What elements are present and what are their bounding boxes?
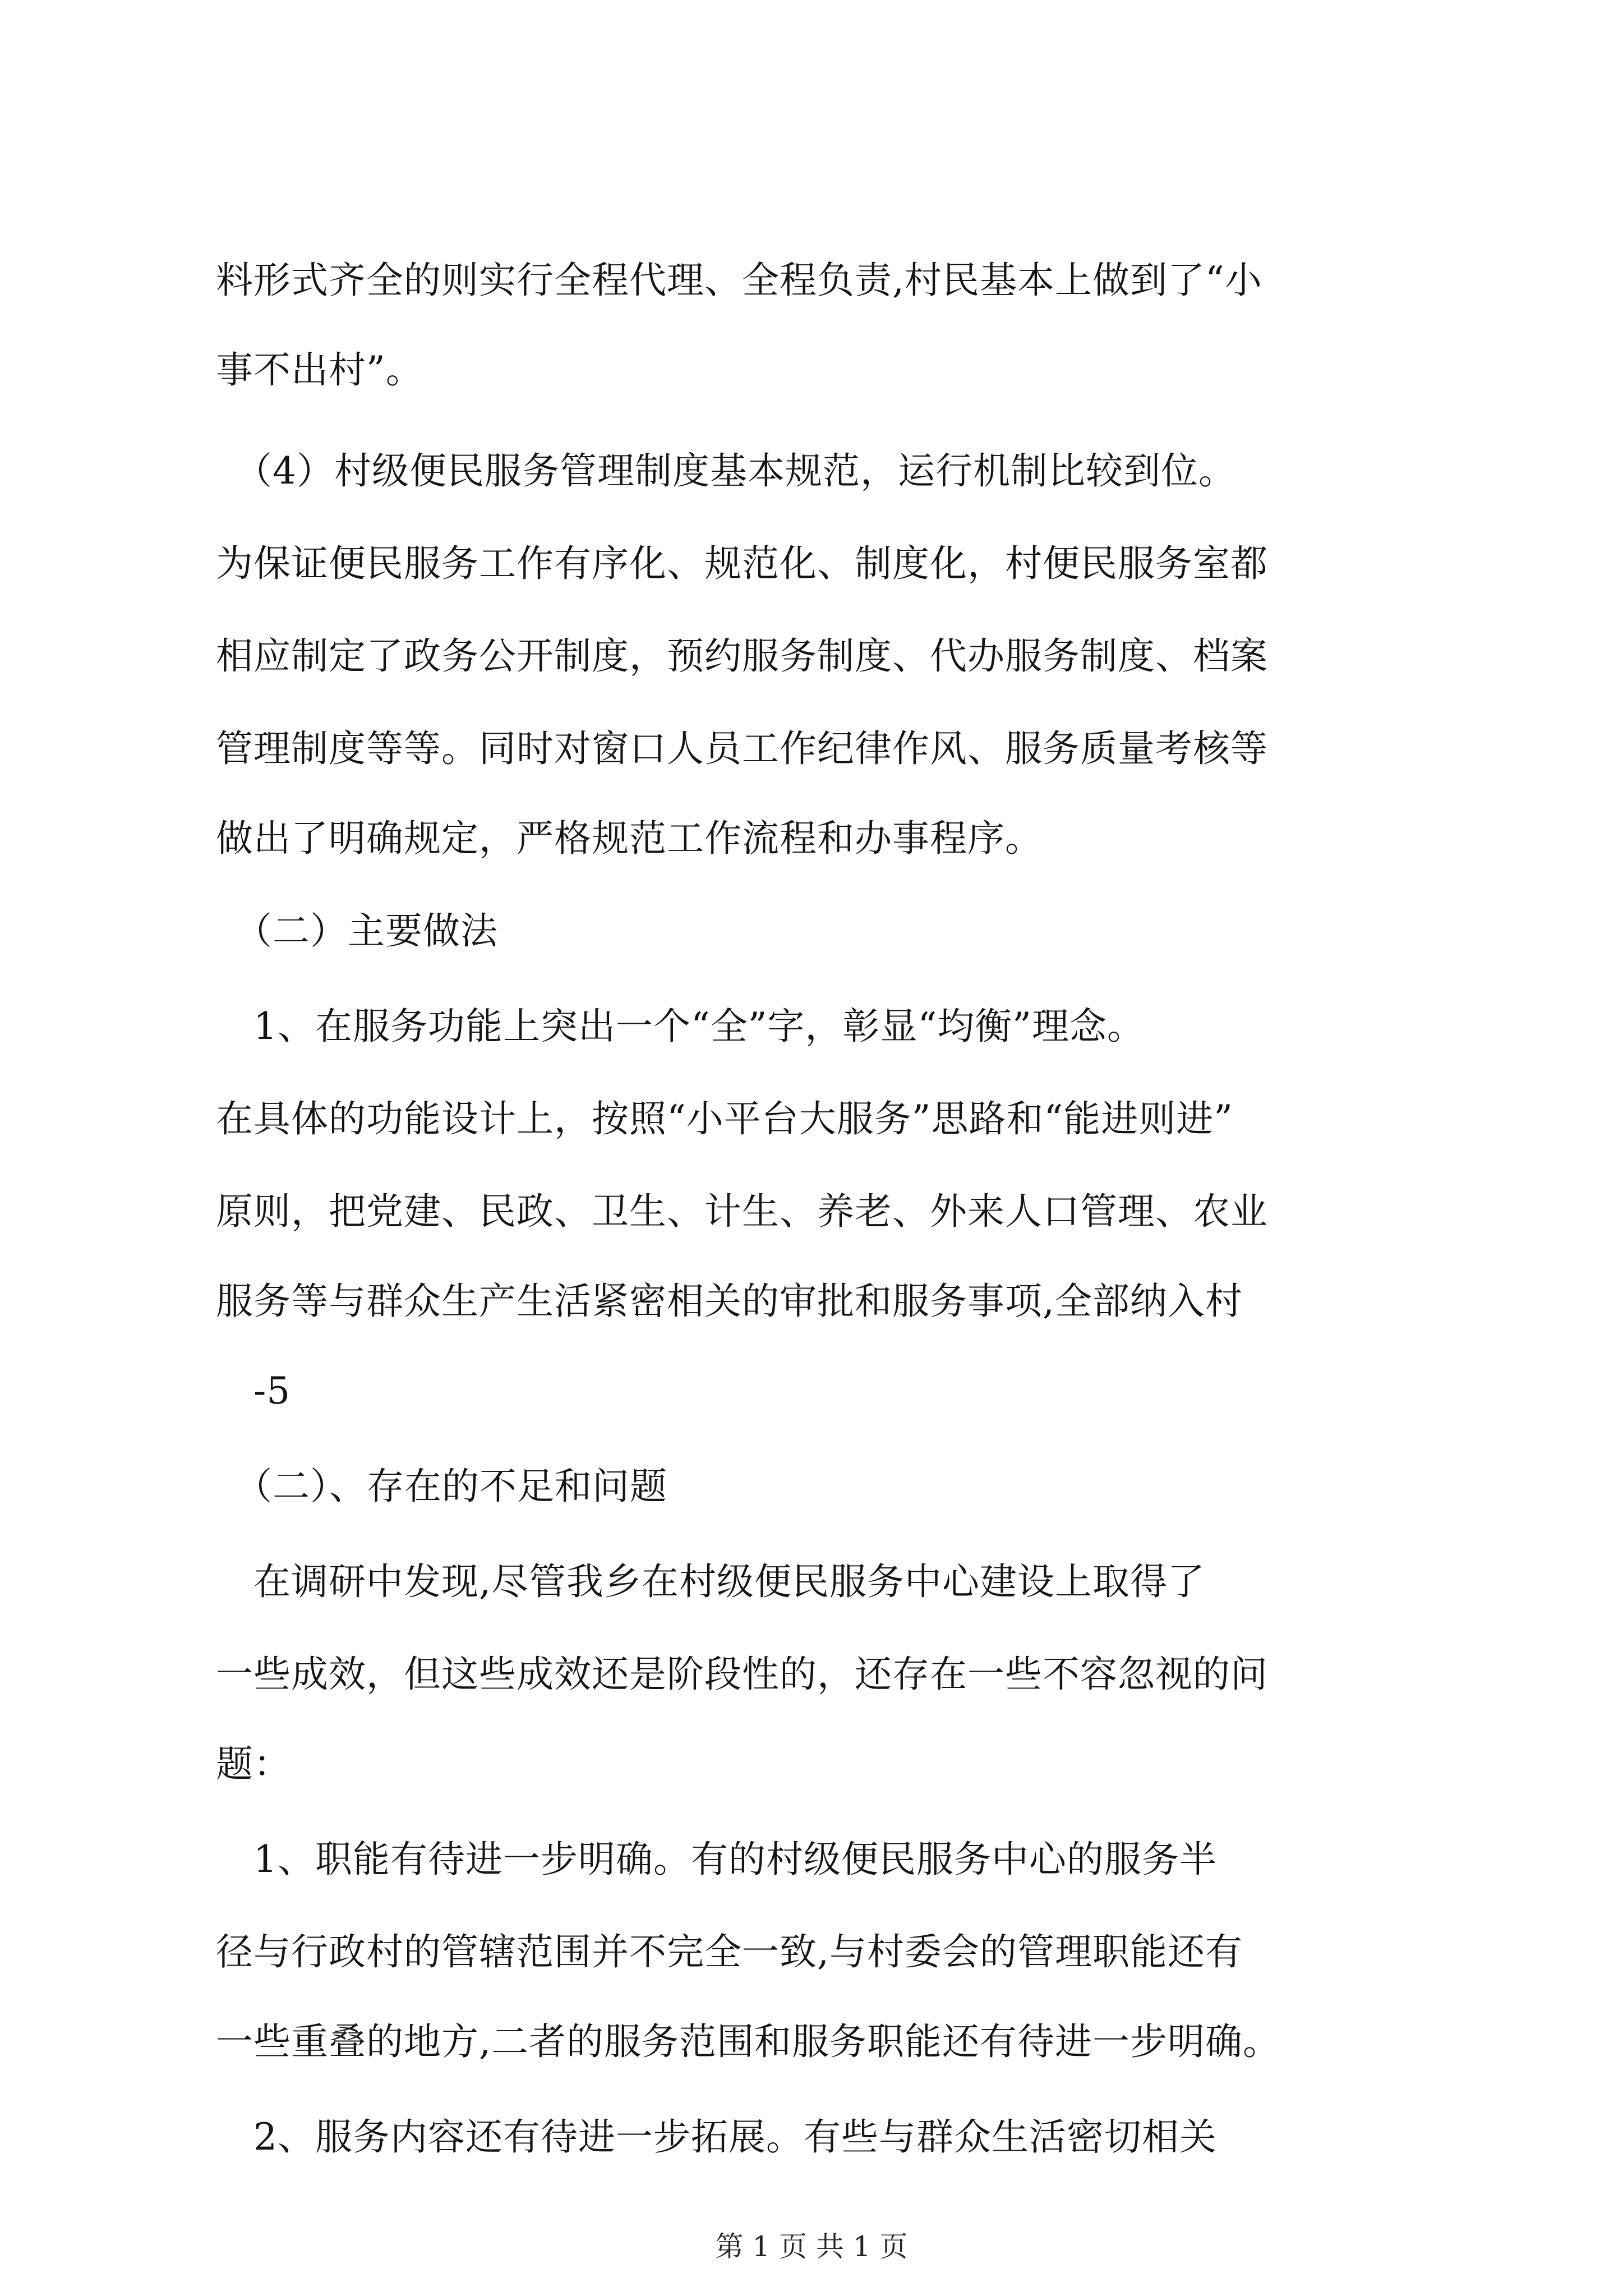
text-line: 2、服务内容还有待进一步拓展。有些与群众生活密切相关 xyxy=(216,2115,1217,2159)
text-line: 服务等与群众生产生活紧密相关的审批和服务事项,全部纳入村 xyxy=(216,1280,1243,1323)
text-line: 1、在服务功能上突出一个“全”字，彰显“均衡”理念。 xyxy=(216,1005,1145,1048)
text-line: 一些成效，但这些成效还是阶段性的，还存在一些不容忽视的问 xyxy=(216,1653,1268,1696)
text-line: 在调研中发现,尽管我乡在村级便民服务中心建设上取得了 xyxy=(216,1560,1205,1603)
page-number-footer: 第 1 页 共 1 页 xyxy=(715,2230,908,2263)
text-line: 做出了明确规定，严格规范工作流程和办事程序。 xyxy=(216,817,1043,860)
text-line: 管理制度等等。同时对窗口人员工作纪律作风、服务质量考核等 xyxy=(216,727,1268,770)
text-line: 料形式齐全的则实行全程代理、全程负责,村民基本上做到了“小 xyxy=(216,259,1262,302)
section-heading: （二）主要做法 xyxy=(216,909,498,953)
section-heading: （二）、存在的不足和问题 xyxy=(216,1465,667,1508)
text-line: -5 xyxy=(216,1369,291,1412)
text-line: 为保证便民服务工作有序化、规范化、制度化，村便民服务室都 xyxy=(216,542,1268,585)
text-line: （4）村级便民服务管理制度基本规范，运行机制比较到位。 xyxy=(216,449,1236,493)
text-line: 事不出村”。 xyxy=(216,348,423,392)
text-line: 一些重叠的地方,二者的服务范围和服务职能还有待进一步明确。 xyxy=(216,2020,1280,2063)
text-line: 1、职能有待进一步明确。有的村级便民服务中心的服务半 xyxy=(216,1838,1217,1881)
text-line: 原则，把党建、民政、卫生、计生、养老、外来人口管理、农业 xyxy=(216,1190,1268,1233)
text-line: 在具体的功能设计上，按照“小平台大服务”思路和“能进则进” xyxy=(216,1097,1233,1140)
text-line: 题： xyxy=(216,1742,291,1786)
text-line: 径与行政村的管辖范围并不完全一致,与村委会的管理职能还有 xyxy=(216,1930,1243,1973)
text-line: 相应制定了政务公开制度，预约服务制度、代办服务制度、档案 xyxy=(216,634,1268,678)
